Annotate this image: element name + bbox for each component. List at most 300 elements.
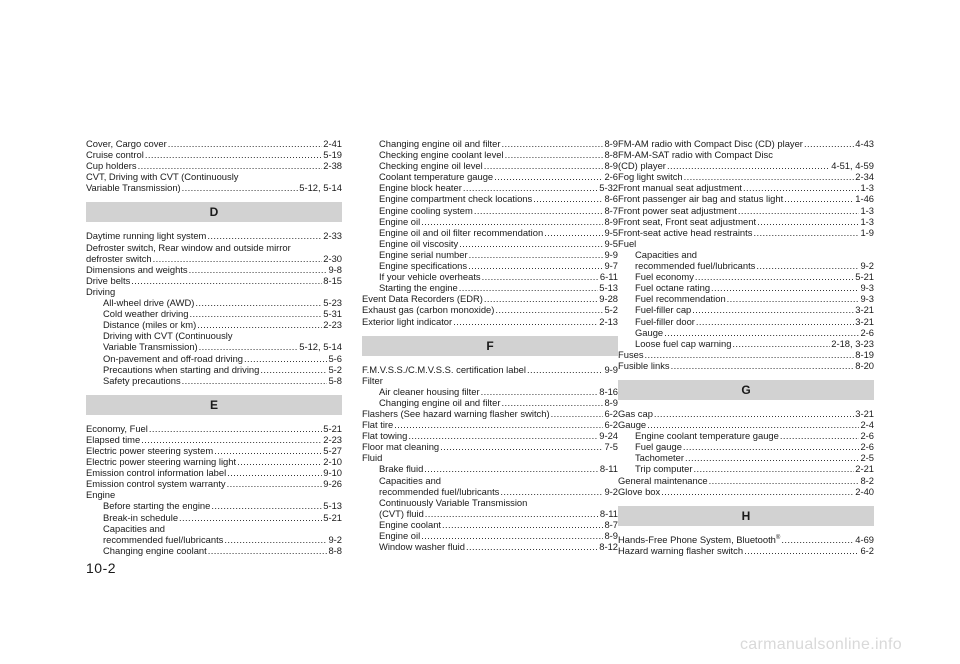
index-entry (86, 308, 342, 319)
index-entry (362, 282, 618, 293)
dot-leader (474, 205, 604, 216)
section-heading-d: D (86, 202, 342, 222)
entry-label: Variable Transmission) (86, 182, 181, 194)
entry-text (379, 463, 423, 474)
entry-label: Exterior light indicator (362, 315, 453, 327)
entry-label: defroster switch (86, 252, 152, 264)
index-entry (86, 149, 342, 160)
entry-label: recommended fuel/lubricants (379, 485, 500, 497)
entry-label: Flat tire (362, 419, 394, 431)
entry-text (362, 430, 407, 441)
page-reference: 9-26 (323, 478, 342, 490)
entry-label: Break-in schedule (103, 511, 179, 523)
entry-text (362, 452, 382, 463)
index-entry (86, 534, 342, 545)
entry-text (103, 330, 233, 341)
page-reference: 9-2 (604, 485, 618, 497)
dot-leader (645, 349, 855, 360)
dot-leader (214, 445, 322, 456)
dot-leader (684, 171, 855, 182)
page-reference: 9-9 (604, 363, 618, 375)
index-entry (86, 445, 342, 456)
index-entry (86, 478, 342, 489)
entry-text (86, 160, 137, 171)
index-entry (618, 419, 874, 430)
index-entry (618, 282, 874, 293)
dot-leader (453, 316, 598, 327)
page-reference: 5-32 (599, 182, 618, 194)
index-entry-line (86, 489, 342, 500)
page-reference: 5-13 (323, 500, 342, 512)
page-reference: 9-8 (328, 263, 342, 275)
dot-leader (237, 456, 322, 467)
index-entry (618, 193, 874, 204)
page-reference: 1-46 (855, 193, 874, 205)
entry-text (635, 338, 731, 349)
page-reference: 8-7 (604, 204, 618, 216)
index-entry (618, 349, 874, 360)
index-entry (362, 386, 618, 397)
page-reference: 2-6 (860, 430, 874, 442)
entry-text (618, 216, 756, 227)
page-reference: 8-8 (604, 149, 618, 161)
dot-leader (168, 138, 322, 149)
dot-leader (468, 260, 603, 271)
entry-text (103, 308, 188, 319)
dot-leader (208, 545, 328, 556)
dot-leader (244, 353, 327, 364)
entry-label: General maintenance (618, 474, 708, 486)
dot-leader (494, 171, 603, 182)
dot-leader (685, 452, 859, 463)
index-entry (362, 293, 618, 304)
index-entry (618, 430, 874, 441)
dot-leader (260, 364, 327, 375)
dot-leader (647, 419, 859, 430)
page-reference: 8-16 (599, 385, 618, 397)
index-entry-line (362, 452, 618, 463)
entry-label: Engine (86, 489, 116, 501)
index-entry (86, 264, 342, 275)
page-reference: 8-9 (604, 215, 618, 227)
entry-text (86, 456, 236, 467)
entry-label: Engine compartment check locations (379, 193, 533, 205)
index-entry (362, 271, 618, 282)
dot-leader (804, 138, 854, 149)
page-reference: 5-23 (323, 297, 342, 309)
registered-mark: ® (775, 534, 781, 541)
entry-text (379, 171, 493, 182)
page-reference: 9-3 (860, 282, 874, 294)
index-entry (362, 260, 618, 271)
index-entry (362, 463, 618, 474)
entry-text (86, 182, 181, 193)
dot-leader (408, 430, 598, 441)
dot-leader (693, 463, 854, 474)
entry-text (86, 275, 130, 286)
entry-label: Elapsed time (86, 433, 141, 445)
entry-label: Variable Transmission) (103, 341, 198, 353)
entry-label: Loose fuel cap warning (635, 337, 732, 349)
page-reference: 3-21 (855, 407, 874, 419)
page-reference: 5-21 (323, 422, 342, 434)
index-entry (86, 500, 342, 511)
page-reference: 5-2 (604, 304, 618, 316)
dot-leader (224, 534, 327, 545)
entry-text (86, 230, 206, 241)
entry-label: Trip computer (635, 463, 693, 475)
entry-text (379, 397, 500, 408)
index-entry (362, 441, 618, 452)
entry-label: Engine oil viscosity (379, 237, 459, 249)
index-entry (362, 138, 618, 149)
index-entry (618, 545, 874, 556)
entry-label: Electric power steering warning light (86, 456, 237, 468)
index-entry (618, 441, 874, 452)
entry-text (635, 282, 710, 293)
index-entry-line (618, 238, 874, 249)
entry-label: Exhaust gas (carbon monoxide) (362, 304, 495, 316)
section-heading-e: E (86, 395, 342, 415)
index-entry (618, 486, 874, 497)
index-entry (618, 271, 874, 282)
index-entry (618, 160, 874, 171)
entry-label: If your vehicle overheats (379, 271, 481, 283)
page-reference: 5-13 (599, 282, 618, 294)
dot-leader (425, 508, 599, 519)
entry-text (103, 375, 181, 386)
index-entry (618, 205, 874, 216)
dot-leader (495, 304, 603, 315)
entry-text (362, 293, 483, 304)
entry-label: Gauge (635, 326, 664, 338)
entry-label: Changing engine oil and filter (379, 396, 501, 408)
entry-label: Flashers (See hazard warning flasher switch) (362, 407, 550, 419)
page-reference: 8-6 (604, 193, 618, 205)
entry-label: Hands-Free Phone System, Bluetooth (618, 533, 776, 545)
entry-label: Front-seat active head restraints (618, 226, 753, 238)
index-entry (362, 216, 618, 227)
index-entry (618, 171, 874, 182)
dot-leader (459, 282, 599, 293)
page-reference: 1-3 (860, 182, 874, 194)
dot-leader (661, 486, 854, 497)
page-reference: 8-11 (599, 507, 618, 519)
entry-label: On-pavement and off-road driving (103, 352, 244, 364)
dot-leader (696, 316, 854, 327)
entry-text (379, 530, 420, 541)
page-reference: 8-19 (855, 348, 874, 360)
entry-label: Hazard warning flasher switch (618, 544, 744, 556)
entry-text (379, 282, 458, 293)
index-entry (362, 364, 618, 375)
entry-label: All-wheel drive (AWD) (103, 297, 195, 309)
index-entry (618, 463, 874, 474)
entry-label: Engine cooling system (379, 204, 473, 216)
page-reference: 2-6 (860, 326, 874, 338)
page-reference: 9-9 (604, 248, 618, 260)
entry-text (635, 452, 684, 463)
page-reference: 2-18, 3-23 (831, 337, 874, 349)
entry-label: Distance (miles or km) (103, 319, 197, 331)
entry-label: Engine oil (379, 215, 421, 227)
page-reference: 8-11 (599, 463, 618, 475)
page-reference: 2-33 (323, 230, 342, 242)
entry-label: Precautions when starting and driving (103, 363, 260, 375)
dot-leader (695, 271, 854, 282)
index-entry (362, 419, 618, 430)
dot-leader (149, 423, 322, 434)
entry-label: Coolant temperature gauge (379, 171, 494, 183)
dot-leader (664, 327, 859, 338)
entry-text (635, 249, 697, 260)
entry-label: Electric power steering system (86, 444, 214, 456)
entry-label: Engine coolant temperature gauge (635, 430, 779, 442)
dot-leader (131, 275, 322, 286)
entry-text (618, 227, 752, 238)
dot-leader (692, 304, 854, 315)
entry-text (379, 249, 468, 260)
page-reference: 8-12 (599, 541, 618, 553)
entry-label: Front seat, Front seat adjustment (618, 215, 757, 227)
entry-label: Event Data Recorders (EDR) (362, 293, 483, 305)
entry-label: Front manual seat adjustment (618, 182, 743, 194)
index-entry (618, 304, 874, 315)
entry-label: Tachometer (635, 452, 684, 464)
index-column-1 (86, 138, 342, 556)
entry-text (103, 364, 259, 375)
entry-text (86, 445, 213, 456)
entry-label: Gauge (618, 419, 647, 431)
entry-text (618, 486, 660, 497)
page-reference: 9-5 (604, 237, 618, 249)
page-reference: 5-21 (323, 511, 342, 523)
index-entry (362, 160, 618, 171)
index-entry (362, 541, 618, 552)
page-reference: 8-9 (604, 138, 618, 149)
entry-text (86, 423, 148, 434)
entry-text (635, 430, 779, 441)
page-reference: 5-6 (328, 352, 342, 364)
dot-leader (424, 463, 599, 474)
index-entry-line (618, 249, 874, 260)
dot-leader (442, 519, 603, 530)
entry-text (635, 304, 691, 315)
page-reference: 8-9 (604, 396, 618, 408)
dot-leader (469, 249, 604, 260)
entry-text (103, 341, 198, 352)
dot-leader (501, 138, 603, 149)
entry-label: Checking engine oil level (379, 160, 483, 172)
dot-leader (738, 205, 860, 216)
page-reference: 2-23 (323, 319, 342, 331)
entry-text (86, 253, 152, 264)
page-reference: 1-9 (860, 226, 874, 238)
entry-label: Glove box (618, 485, 661, 497)
entry-text (362, 419, 393, 430)
entry-label: Dimensions and weights (86, 263, 188, 275)
entry-text (86, 478, 226, 489)
dot-leader (421, 216, 603, 227)
entry-text (635, 316, 695, 327)
dot-leader (189, 264, 328, 275)
index-entry (362, 227, 618, 238)
entry-text (86, 489, 115, 500)
entry-label: Engine specifications (379, 260, 468, 272)
index-entry (362, 304, 618, 315)
entry-label: CVT, Driving with CVT (Continuously (86, 171, 239, 183)
page-reference: 9-28 (599, 293, 618, 305)
page-reference: 8-15 (323, 274, 342, 286)
page-reference: 5-12, 5-14 (299, 182, 342, 194)
index-entry (618, 293, 874, 304)
entry-label: Changing engine oil and filter (379, 138, 501, 149)
entry-text (635, 441, 682, 452)
page-reference: 5-27 (323, 444, 342, 456)
index-entry-line (362, 375, 618, 386)
entry-label: Fluid (362, 452, 383, 464)
index-entry (86, 434, 342, 445)
entry-label: Floor mat cleaning (362, 441, 440, 453)
page-reference: 2-6 (860, 441, 874, 453)
page-reference: 4-43 (855, 138, 874, 149)
entry-label: FM-AM-SAT radio with Compact Disc (618, 149, 773, 161)
entry-text (103, 512, 178, 523)
page-reference: 6-11 (599, 271, 618, 283)
page-reference: 5-8 (328, 374, 342, 386)
entry-text (618, 408, 653, 419)
entry-text (103, 534, 223, 545)
dot-leader (743, 182, 859, 193)
index-entry (618, 338, 874, 349)
index-entry (86, 456, 342, 467)
entry-label: Fuel-filler door (635, 315, 695, 327)
dot-leader (141, 434, 322, 445)
entry-label: Capacities and (635, 248, 698, 260)
watermark: carmanualsonline.info (740, 636, 902, 653)
entry-text (618, 182, 742, 193)
entry-text (86, 467, 226, 478)
index-entry (618, 316, 874, 327)
index-entry (362, 316, 618, 327)
page-reference: 8-2 (860, 474, 874, 486)
entry-label: Gas cap (618, 407, 653, 419)
entry-label: Emission control system warranty (86, 478, 226, 490)
entry-text (379, 497, 527, 508)
index-entry (362, 408, 618, 419)
index-entry (86, 375, 342, 386)
entry-label: Changing engine coolant (103, 544, 207, 556)
entry-label: Flat towing (362, 430, 408, 442)
entry-label: recommended fuel/lubricants (103, 533, 224, 545)
entry-text (379, 149, 504, 160)
entry-label: FM-AM radio with Compact Disc (CD) player (618, 138, 803, 149)
index-entry-line (362, 475, 618, 486)
dot-leader (394, 419, 603, 430)
entry-text (618, 193, 783, 204)
index-entry (86, 253, 342, 264)
dot-leader (711, 282, 859, 293)
page-reference: 2-4 (860, 419, 874, 431)
entry-text (618, 545, 743, 556)
index-entry (618, 227, 874, 238)
page-reference: 9-2 (860, 260, 874, 272)
entry-label: (CD) player (618, 160, 666, 172)
entry-label: recommended fuel/lubricants (635, 260, 756, 272)
dot-leader (145, 149, 322, 160)
dot-leader (466, 541, 598, 552)
entry-text (379, 193, 532, 204)
dot-leader (544, 227, 603, 238)
index-entry (362, 238, 618, 249)
index-entry (86, 297, 342, 308)
entry-text (379, 386, 480, 397)
page-reference: 2-5 (860, 452, 874, 464)
index-entry (618, 452, 874, 463)
dot-leader (211, 500, 322, 511)
index-entry (362, 519, 618, 530)
index-entry-line (86, 523, 342, 534)
entry-label: Fuses (618, 348, 644, 360)
index-entry (618, 138, 874, 149)
page-reference: 5-12, 5-14 (299, 341, 342, 353)
dot-leader (440, 441, 603, 452)
index-column-3 (618, 138, 874, 556)
entry-label: Cover, Cargo cover (86, 138, 167, 149)
page-reference: 9-24 (599, 430, 618, 442)
index-entry (86, 467, 342, 478)
index-entry (618, 327, 874, 338)
index-entry-line (86, 286, 342, 297)
entry-label: Cup holders (86, 160, 137, 172)
section-heading-f: F (362, 336, 618, 356)
dot-leader (709, 475, 860, 486)
entry-text (379, 182, 462, 193)
entry-text (379, 486, 499, 497)
entry-text (379, 508, 424, 519)
entry-label: Fuel-filler cap (635, 304, 692, 316)
page-reference: 8-9 (604, 530, 618, 541)
entry-label: Engine block heater (379, 182, 462, 194)
entry-label: Fuel economy (635, 271, 694, 283)
entry-text (379, 216, 420, 227)
index-entry (362, 486, 618, 497)
entry-label: Safety precautions (103, 374, 181, 386)
entry-label: Window washer fluid (379, 541, 465, 553)
dot-leader (153, 253, 323, 264)
index-entry (362, 193, 618, 204)
page-reference: 1-3 (860, 204, 874, 216)
dot-leader (756, 260, 859, 271)
index-entry (362, 397, 618, 408)
page-reference: 4-51, 4-59 (831, 160, 874, 172)
entry-label: Engine serial number (379, 248, 468, 260)
page-reference: 9-7 (604, 260, 618, 272)
index-entry (86, 353, 342, 364)
page-reference: 7-5 (604, 441, 618, 453)
page-reference: 8-20 (855, 359, 874, 371)
entry-text (379, 238, 458, 249)
index-entry-line (86, 171, 342, 182)
entry-text (618, 475, 708, 486)
index-entry (362, 205, 618, 216)
entry-text (86, 149, 144, 160)
entry-text (103, 353, 243, 364)
dot-leader (227, 467, 322, 478)
dot-leader (683, 441, 860, 452)
entry-label: Fog light switch (618, 171, 683, 183)
page-reference: 3-21 (855, 304, 874, 316)
